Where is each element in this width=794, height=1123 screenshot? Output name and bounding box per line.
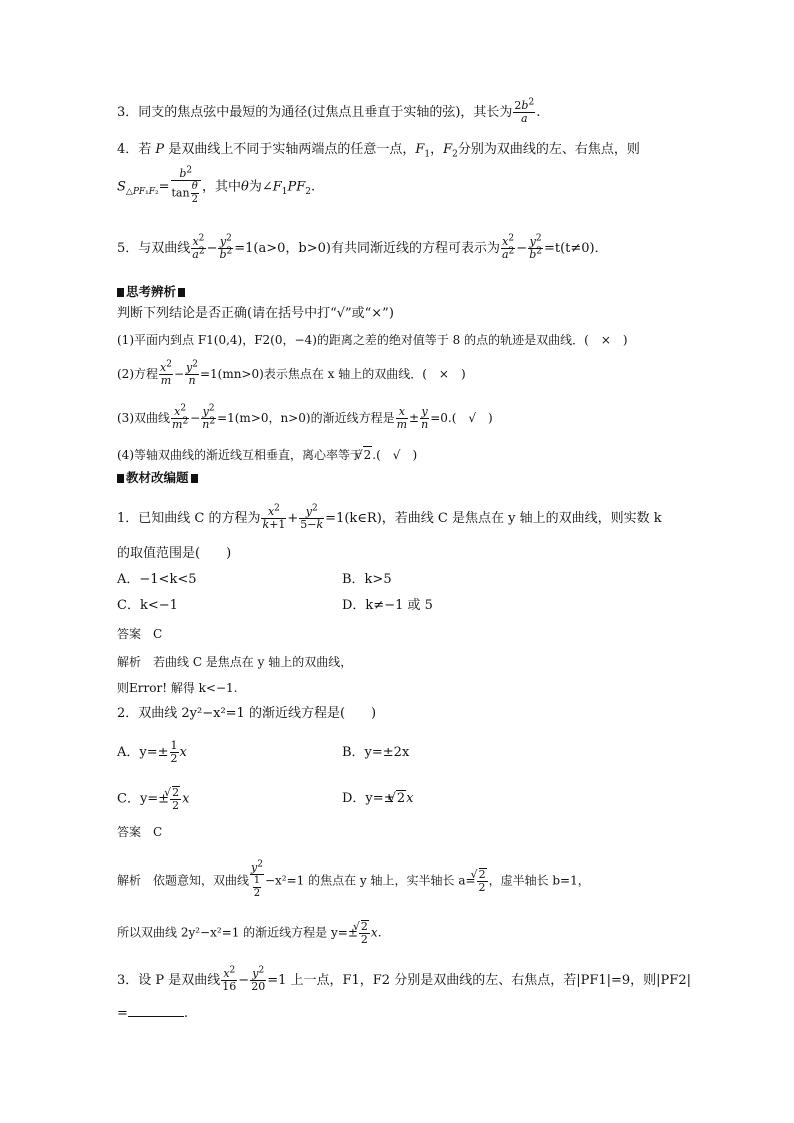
answer-blank <box>128 1006 184 1017</box>
think-q3: (3)双曲线 $\frac{x^2}{m^2}$ − $\frac{y^2}{n^2}$ =1(m>0，n>0)的渐近线方程是 $\frac{x}{m}$ ± $\frac{y}{n}$ =0.( √ ) <box>117 403 493 431</box>
textbook-q2: 2．双曲线 2y²−x²=1 的渐近线方程是( ) <box>117 706 377 721</box>
option-c: C．k<−1 <box>117 598 178 613</box>
q2-option-c: C．y=± √ $\frac{2}{2}$ x <box>117 786 189 812</box>
analysis-2-line2: 所以双曲线 2y²−x²=1 的渐近线方程是 y=± √ $\frac{2}{2}$ x. <box>117 920 382 946</box>
think-q4: (4)等轴双曲线的渐近线互相垂直，离心率等于√ 2.( √ ) <box>117 446 417 463</box>
option-b: B．k>5 <box>342 572 392 587</box>
analysis-1: 解析 若曲线 C 是焦点在 y 轴上的双曲线， <box>117 655 353 669</box>
analysis-2: 解析 依题意知，双曲线 $\frac{y^2}{\frac{1}{2}}$ −x²=1 的焦点在 y 轴上，实半轴长 a= √ $\frac{2}{2}$ ，虚半轴长 b=1， <box>117 862 590 900</box>
property-4-formula: $S_{\triangle PF_1F_2}=$ $b^2$ tan $\frac{\theta}{2}$ ，其中θ为$\angle F_1PF_2$. <box>117 165 316 205</box>
q2-option-d: D．y=±√ 2x <box>342 790 413 807</box>
answer-2: 答案 C <box>117 825 163 839</box>
think-q1: (1)平面内到点 F1(0,4)，F2(0，−4)的距离之差的绝对值等于 8 的点的轨迹是双曲线．( × ) <box>117 333 628 347</box>
property-4: 4．若 P 是双曲线上不同于实轴两端点的任意一点，$F_1$，$F_2$分别为双曲线的左、右焦点，则 <box>117 142 640 160</box>
section-tag-think: 思考辨析 <box>117 284 185 300</box>
fraction: $\frac{2b^2}{a}$ <box>514 97 535 125</box>
option-a: A．−1<k<5 <box>117 572 197 587</box>
textbook-q3: 3．设 P 是双曲线 $\frac{x^2}{16}$ − $\frac{y^2}{20}$ =1 上一点，F1，F2 分别是双曲线的左、右焦点，若|PF1|=9，则|PF2| <box>117 965 691 993</box>
property-3: 3．同支的焦点弦中最短的为通径(过焦点且垂直于实轴的弦)，其长为 $\frac{2b^2}{a}$ . <box>117 97 541 125</box>
textbook-q1: 1．已知曲线 C 的方程为 $\frac{x^2}{k+1}$ + $\frac{y^2}{5-k}$ =1(k∈R)，若曲线 C 是焦点在 y 轴上的双曲线，则实数 k <box>117 503 662 531</box>
answer-1: 答案 C <box>117 627 163 641</box>
think-intro: 判断下列结论是否正确(请在括号中打“√”或“×”) <box>117 306 394 321</box>
fraction: $b^2$ tan $\frac{\theta}{2}$ <box>171 168 201 206</box>
q2-option-a: A．y=± $\frac{1}{2}$ x <box>117 739 187 765</box>
textbook-q3-line2: = . <box>117 1006 189 1021</box>
analysis-1-line2: 则Error! 解得 k<−1. <box>117 681 238 695</box>
section-tag-textbook: 教材改编题 <box>117 470 198 486</box>
property-5: 5．与双曲线 $\frac{x^2}{a^2}$ − $\frac{y^2}{b^2}$ =1(a>0，b>0)有共同渐近线的方程可表示为 $\frac{x^2}{a^2}$ − $\frac{y^2}{b^2}$ =t(t≠0)． <box>117 233 608 261</box>
textbook-q1-line2: 的取值范围是( ) <box>117 546 232 561</box>
think-q2: (2)方程 $\frac{x^2}{m}$ − $\frac{y^2}{n}$ =1(mn>0)表示焦点在 x 轴上的双曲线．( × ) <box>117 359 466 387</box>
option-d: D．k≠−1 或 5 <box>342 598 433 613</box>
q2-option-b: B．y=±2x <box>342 745 410 760</box>
